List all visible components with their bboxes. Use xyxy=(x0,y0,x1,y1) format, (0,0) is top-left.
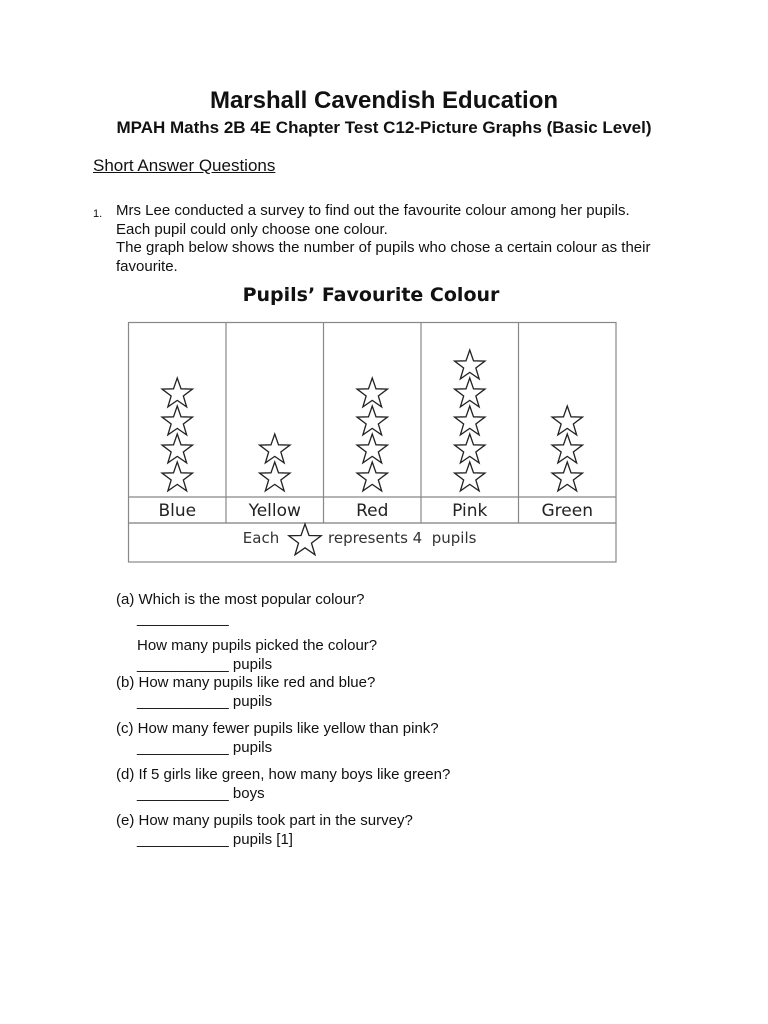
intro-line: Each pupil could only choose one colour. xyxy=(116,220,388,238)
question-c-text: (c) How many fewer pupils like yellow than pink? xyxy=(116,720,439,737)
document-title: Marshall Cavendish Education xyxy=(209,87,559,114)
star-icon xyxy=(162,462,192,491)
answer-blank-c[interactable]: ___________ pupils xyxy=(137,738,273,756)
star-icon xyxy=(260,434,290,463)
star-icon xyxy=(455,434,485,463)
star-icon xyxy=(357,434,387,463)
star-icon xyxy=(357,378,387,407)
question-d xyxy=(116,766,450,803)
category-label-blue: Blue xyxy=(158,501,197,521)
star-icon xyxy=(455,406,485,435)
star-icon xyxy=(162,378,192,407)
star-icon xyxy=(552,462,582,491)
star-icon xyxy=(289,524,321,555)
answer-blank-e[interactable]: ___________ pupils [1] xyxy=(137,830,293,848)
intro-line: The graph below shows the number of pupils who chose a certain colour as their xyxy=(116,239,651,256)
star-icon xyxy=(162,434,192,463)
star-icon xyxy=(260,462,290,491)
question-b-text: (b) How many pupils like red and blue? xyxy=(116,674,376,691)
key-prefix: Each xyxy=(242,529,280,547)
question-a-text: (a) Which is the most popular colour? xyxy=(116,591,365,608)
category-label-green: Green xyxy=(541,501,593,521)
question-a-followup: How many pupils picked the colour? xyxy=(137,637,378,654)
star-icon xyxy=(357,406,387,435)
key-suffix: represents 4 pupils xyxy=(328,529,477,547)
category-label-yellow: Yellow xyxy=(248,501,301,521)
sub-questions xyxy=(116,591,450,858)
document-subtitle: MPAH Maths 2B 4E Chapter Test C12-Picture Graphs (Basic Level) xyxy=(116,118,652,137)
category-label-red: Red xyxy=(356,501,389,521)
answer-blank-b[interactable]: ___________ pupils xyxy=(137,692,273,710)
star-icon xyxy=(455,378,485,407)
star-icon xyxy=(455,462,485,491)
graph-title: Pupils’ Favourite Colour xyxy=(242,284,500,306)
star-icon xyxy=(455,350,485,379)
question-intro xyxy=(116,202,686,276)
answer-blank-d[interactable]: ___________ boys xyxy=(137,784,265,802)
answer-blank-a[interactable]: ___________ xyxy=(137,609,229,627)
section-heading: Short Answer Questions xyxy=(93,156,276,175)
graph-key xyxy=(243,524,477,555)
graph-frame xyxy=(129,323,617,524)
intro-line: Mrs Lee conducted a survey to find out the favourite colour among her pupils. xyxy=(116,202,630,219)
question-e-text: (e) How many pupils took part in the survey? xyxy=(116,812,413,829)
question-e xyxy=(116,812,450,849)
question-number: 1. xyxy=(93,208,103,220)
star-icon xyxy=(162,406,192,435)
question-c xyxy=(116,720,450,757)
answer-blank-a2[interactable]: ___________ pupils xyxy=(137,655,273,673)
question-a xyxy=(116,591,450,674)
star-icon xyxy=(357,462,387,491)
star-icon xyxy=(552,434,582,463)
picture-graph xyxy=(126,320,618,566)
question-b xyxy=(116,674,450,711)
graph-grid xyxy=(129,323,617,563)
category-label-pink: Pink xyxy=(452,501,488,521)
graph-category-labels xyxy=(158,501,593,521)
intro-line: favourite. xyxy=(116,257,178,275)
graph-stars xyxy=(162,350,582,491)
question-d-text: (d) If 5 girls like green, how many boys like green? xyxy=(116,766,451,783)
star-icon xyxy=(552,406,582,435)
